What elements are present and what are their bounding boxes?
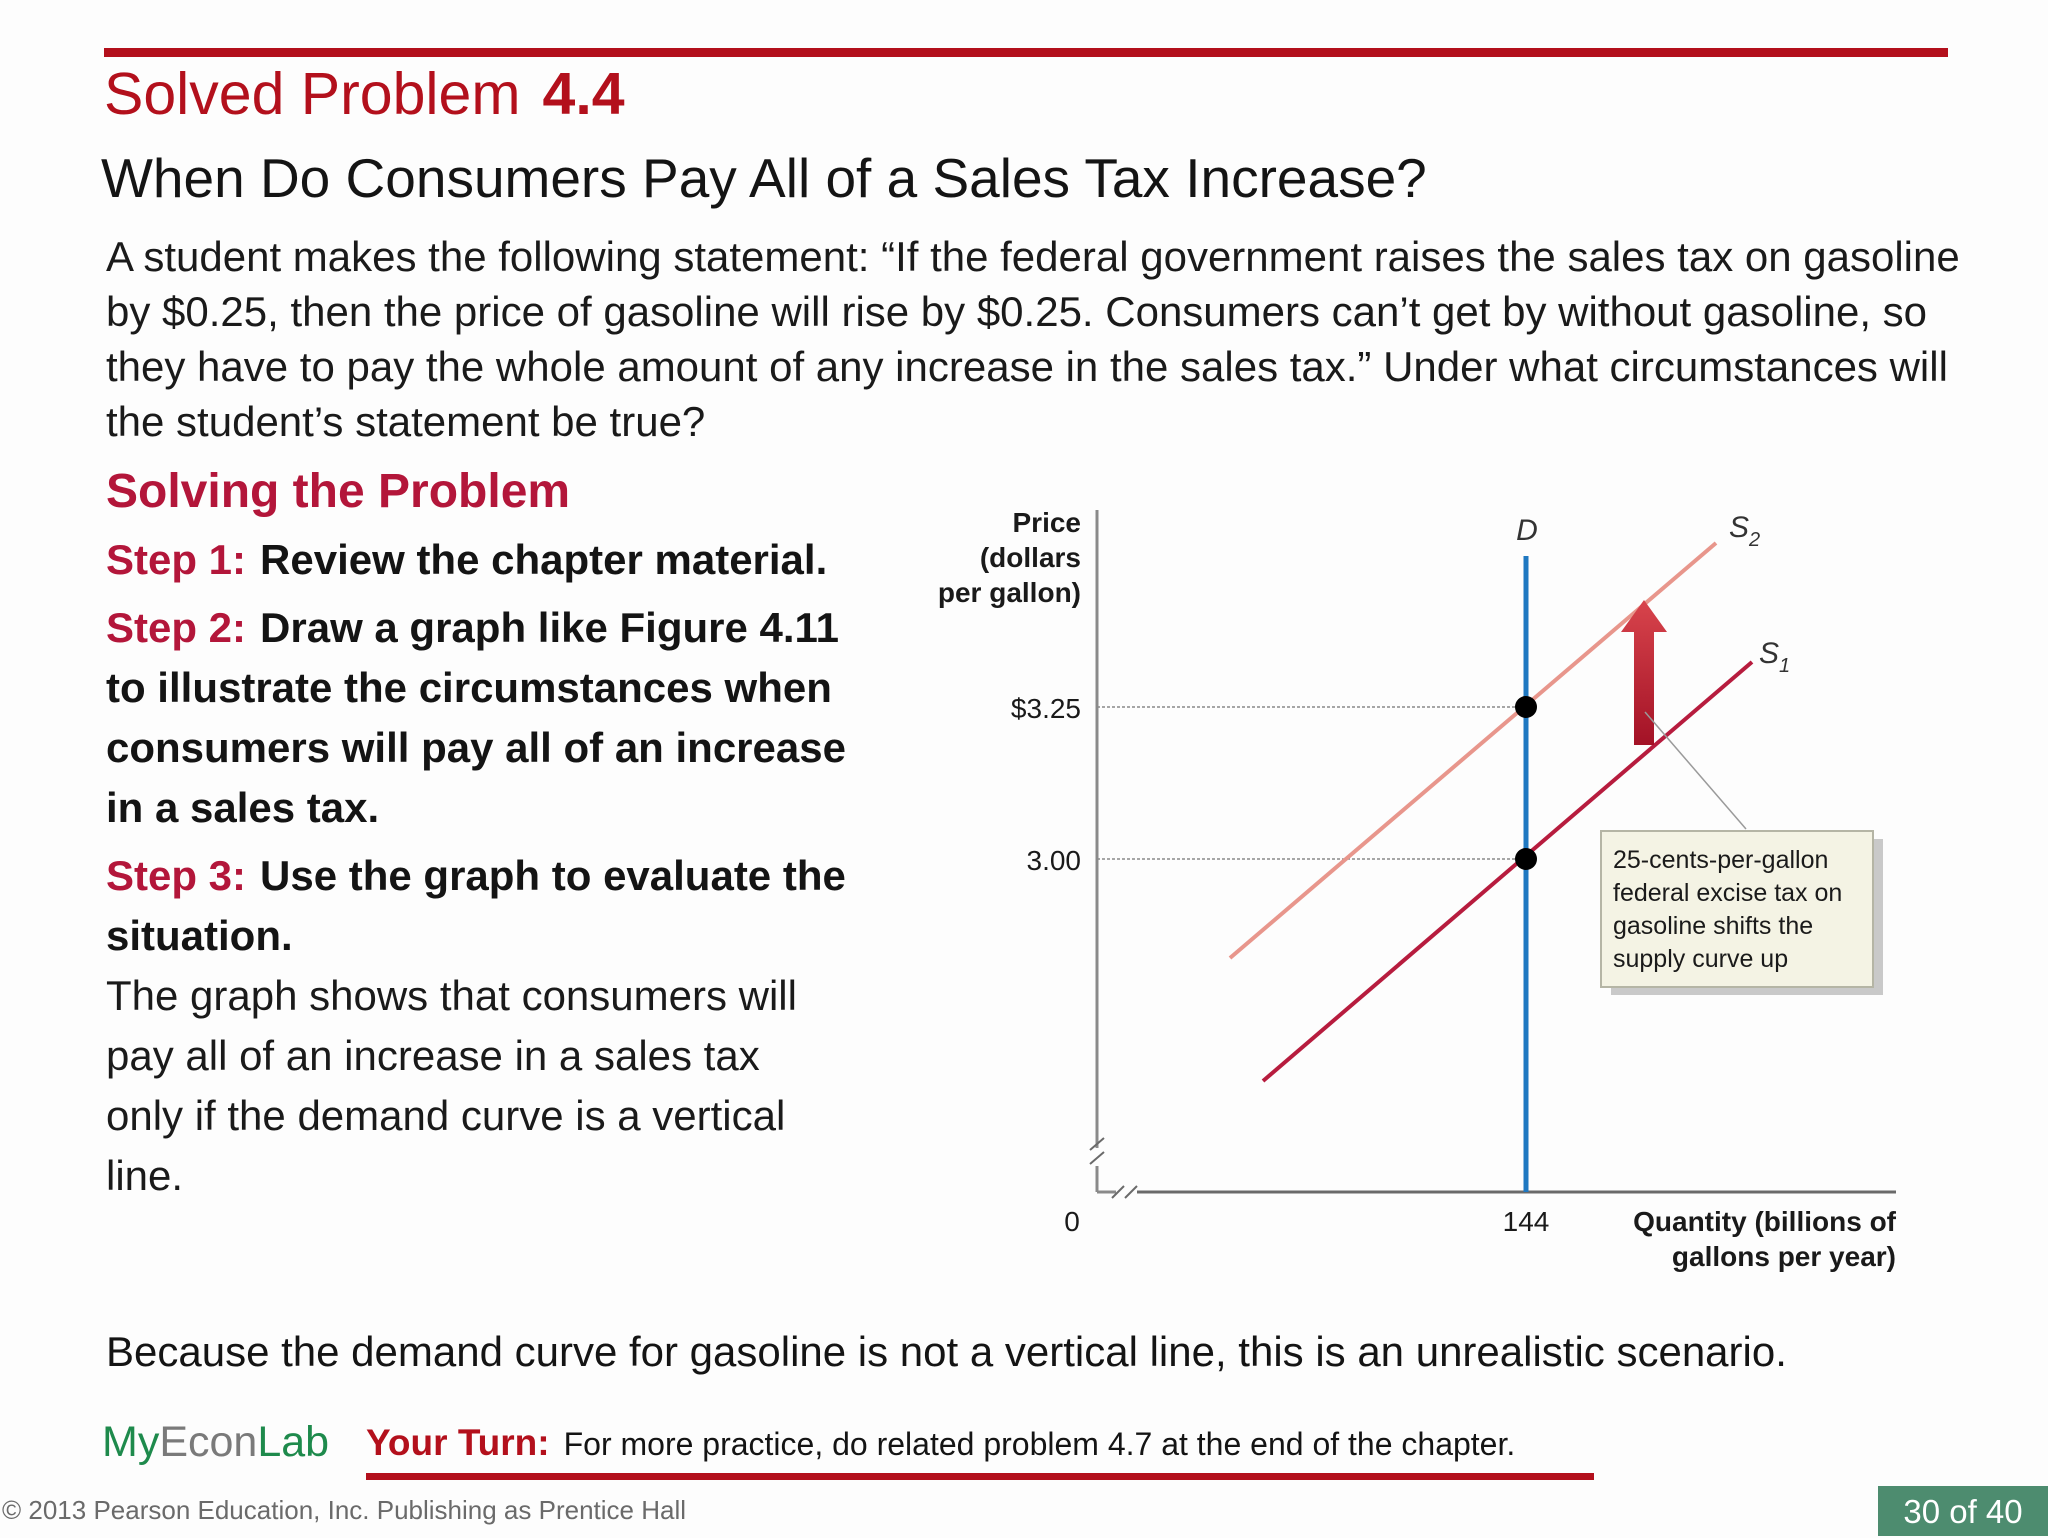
equilibrium-point-old (1515, 848, 1537, 870)
step-2-text: Draw a graph like Figure 4.11 to illustrate the circumstances when consumers will pay all of an increase in a sales tax. (106, 604, 846, 831)
svg-text:Quantity (billions of: Quantity (billions of (1633, 1206, 1896, 1237)
label-s1: $S_1$ (1759, 637, 1791, 677)
step-1-label: Step 1: (106, 536, 247, 583)
slide-title: Solved Problem 4.4 (104, 61, 625, 127)
copyright: © 2013 Pearson Education, Inc. Publishing as Prentice Hall (2, 1495, 686, 1525)
label-s2: $S_2$ (1729, 511, 1761, 551)
your-turn (366, 1422, 1515, 1464)
svg-text:gasoline shifts the: gasoline shifts the (1613, 912, 1814, 940)
solving-heading: Solving the Problem (106, 465, 571, 518)
page-number: 30 of 40 (1878, 1486, 2048, 1536)
label-demand: D (1516, 514, 1538, 547)
annotation-leader (1645, 712, 1746, 829)
svg-text:gallons per year): gallons per year) (1671, 1241, 1896, 1272)
your-turn-label: Your Turn: (366, 1422, 550, 1463)
step-1-text: Review the chapter material. (260, 536, 828, 583)
tick-y-325: $3.25 (1010, 693, 1081, 724)
problem-statement: A student makes the following statement: “If the federal government raises the sales tax on gasoline by $0.25, then the price of gasoline will rise by $0.25. Consumers can’t get by without gasoline, so they have to pay the whole amount of any increase in the sales tax.” Under what circumstances will the student’s statement be true? (106, 233, 1960, 445)
step-3-body: The graph shows that consumers will pay all of an increase in a sales tax only if the demand curve is a vertical line. (106, 972, 797, 1199)
y-axis-label (938, 507, 1081, 608)
conclusion: Because the demand curve for gasoline is not a vertical line, this is an unrealistic scenario. (106, 1328, 1787, 1375)
svg-text:Price: Price (1012, 507, 1081, 538)
step-2-label: Step 2: (106, 604, 247, 651)
svg-text:25-cents-per-gallon: 25-cents-per-gallon (1613, 846, 1829, 874)
your-turn-text: For more practice, do related problem 4.7 at the end of the chapter. (563, 1426, 1516, 1462)
problem-number: 4.4 (542, 61, 625, 127)
slide-subtitle: When Do Consumers Pay All of a Sales Tax Increase? (101, 147, 1427, 209)
tick-x-0: 0 (1064, 1206, 1080, 1237)
myeconlab-logo[interactable]: MyEconLab (102, 1418, 330, 1466)
tick-x-144: 144 (1502, 1206, 1550, 1237)
x-axis-label (1633, 1206, 1897, 1272)
step-3-label: Step 3: (106, 852, 247, 899)
svg-text:federal excise tax on: federal excise tax on (1613, 879, 1843, 907)
bottom-rule (366, 1473, 1594, 1480)
tick-y-300: 3.00 (1026, 845, 1081, 876)
svg-text:per gallon): per gallon) (937, 577, 1081, 608)
shift-arrow-icon (1621, 600, 1667, 745)
step-3-text: Use the graph to evaluate the situation. (106, 852, 846, 959)
equilibrium-point-new (1515, 696, 1537, 718)
svg-text:(dollars: (dollars (979, 542, 1081, 573)
svg-text:supply curve up: supply curve up (1613, 945, 1789, 973)
